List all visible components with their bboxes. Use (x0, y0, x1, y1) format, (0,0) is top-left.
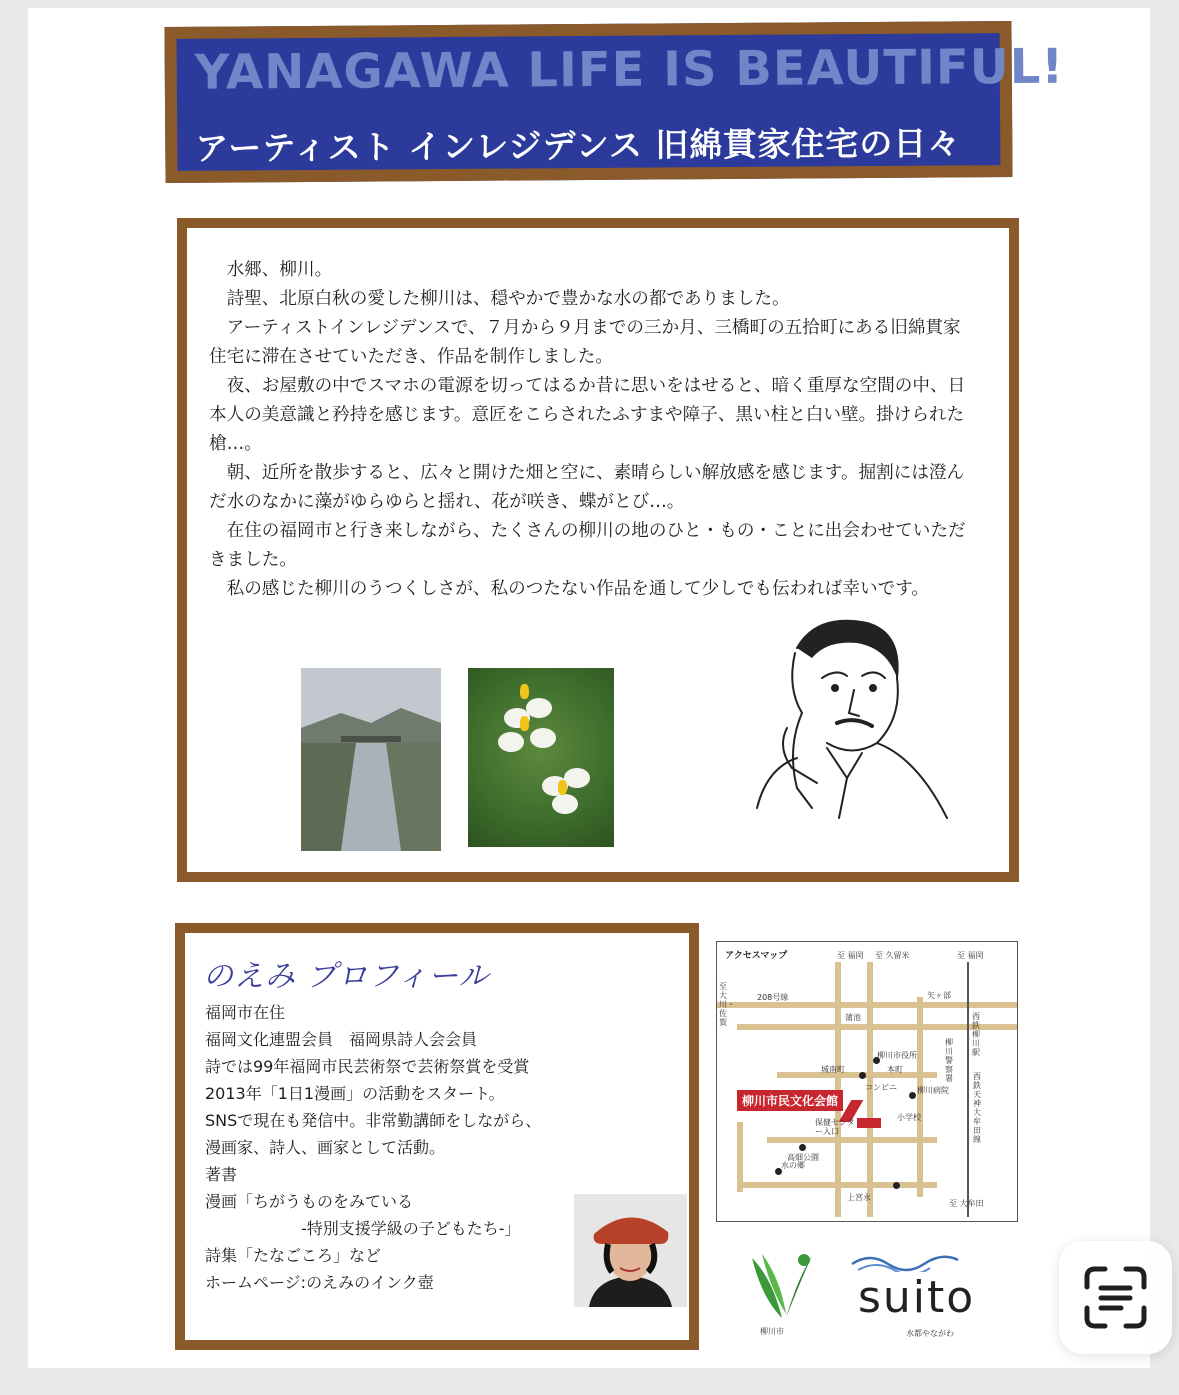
suito-wordmark: suito (858, 1272, 976, 1323)
profile-line: 福岡市在住 (205, 1003, 286, 1022)
essay-paragraph: 在住の福岡市と行き来しながら、たくさんの柳川の地のひと・もの・ことに出会わせていただきました。 (209, 521, 966, 570)
profile-line: -特別支援学級の子どもたち-」 (205, 1219, 521, 1238)
map-label: コンビニ (865, 1083, 897, 1092)
essay-paragraph: 朝、近所を散歩すると、広々と開けた畑と空に、素晴らしい解放感を感じます。掘割には澄んだ水のなかに藻がゆらゆらと揺れ、花が咲き、蝶がとび…。 (209, 463, 965, 512)
essay-text (209, 256, 969, 604)
flower-photo (468, 668, 614, 847)
profile-details (205, 999, 585, 1296)
map-label: 至 福岡 (837, 951, 864, 960)
suito-subtitle: 水都やながわ (906, 1329, 954, 1338)
profile-line: 漫画「ちがうものをみている (205, 1192, 414, 1211)
map-label: 矢ヶ部 (927, 991, 951, 1000)
map-label: 西鉄柳川駅 (972, 1012, 980, 1057)
banner-title-en: YANAGAWA LIFE IS BEAUTIFUL! (194, 38, 1065, 101)
map-label: 水の郷 (781, 1161, 805, 1170)
yanagawa-city-logo (742, 1248, 822, 1340)
profile-line: ホームページ:のえみのインク壺 (205, 1273, 434, 1292)
map-label: 城南町 (821, 1065, 845, 1074)
map-label: 高畑公園 (787, 1153, 819, 1162)
essay-paragraph: 水郷、柳川。 (226, 260, 333, 280)
essay-paragraph: 夜、お屋敷の中でスマホの電源を切ってはるか昔に思いをはせると、暗く重厚な空間の中、日本人の美意識と矜持を感じます。意匠をこらされたふすまや障子、黒い柱と白い壁。掛けられた槍…。 (209, 376, 966, 454)
essay-box (177, 218, 1019, 882)
profile-line: 詩では99年福岡市民芸術祭で芸術祭賞を受賞 (205, 1057, 530, 1076)
suito-logo (848, 1250, 1008, 1340)
live-text-icon (1059, 1241, 1172, 1354)
map-label: 柳川病院 (917, 1086, 949, 1095)
map-label: 208号線 (757, 993, 789, 1002)
map-title: アクセスマップ (725, 951, 788, 961)
map-label: 蒲池 (845, 1013, 861, 1022)
profile-line: SNSで現在も発信中。非常勤講師をしながら、 (205, 1111, 542, 1130)
access-map (716, 941, 1018, 1222)
venue-label: 柳川市民文化会館 (737, 1090, 843, 1111)
map-label: 小学校 (897, 1113, 921, 1122)
profile-line: 著書 (205, 1165, 238, 1184)
banner-title-jp: アーティスト インレジデンス 旧綿貫家住宅の日々 (195, 123, 962, 168)
map-label: 至 久留米 (875, 951, 910, 960)
profile-line: 詩集「たなごころ」など (205, 1246, 382, 1265)
map-label: 至 大牟田 (949, 1199, 984, 1208)
poet-portrait-illustration (727, 608, 967, 833)
map-label: 保健センター入口 (815, 1118, 855, 1136)
map-label: 至 福岡 (957, 951, 984, 960)
profile-box (175, 923, 699, 1350)
author-photo (574, 1194, 687, 1307)
essay-paragraph: アーティストインレジデンスで、７月から９月までの三か月、三橋町の五拾町にある旧綿貫家住宅に滞在させていただき、作品を制作しました。 (209, 318, 961, 367)
map-label: 柳川警察署 (945, 1038, 953, 1083)
map-label: 本町 (887, 1065, 903, 1074)
profile-title: のえみ プロフィール (203, 959, 490, 994)
page (28, 8, 1150, 1368)
river-photo (301, 668, 441, 851)
profile-line: 漫画家、詩人、画家として活動。 (205, 1138, 446, 1157)
map-label: 上宮永 (847, 1193, 871, 1202)
city-logo-label: 柳川市 (760, 1327, 784, 1336)
profile-line: 福岡文化連盟会員 福岡県詩人会会員 (205, 1030, 478, 1049)
map-label: 至 大川・佐賀 (719, 982, 735, 1027)
live-text-button[interactable] (1059, 1241, 1172, 1354)
map-label: 柳川市役所 (877, 1051, 917, 1060)
map-label: 西鉄天神大牟田線 (973, 1072, 981, 1144)
essay-paragraph: 詩聖、北原白秋の愛した柳川は、穏やかで豊かな水の都でありました。 (226, 289, 790, 309)
essay-paragraph: 私の感じた柳川のうつくしさが、私のつたない作品を通して少しでも伝われば幸いです。 (226, 579, 929, 599)
profile-line: 2013年「1日1漫画」の活動をスタート。 (205, 1084, 505, 1103)
title-banner (164, 21, 1065, 183)
